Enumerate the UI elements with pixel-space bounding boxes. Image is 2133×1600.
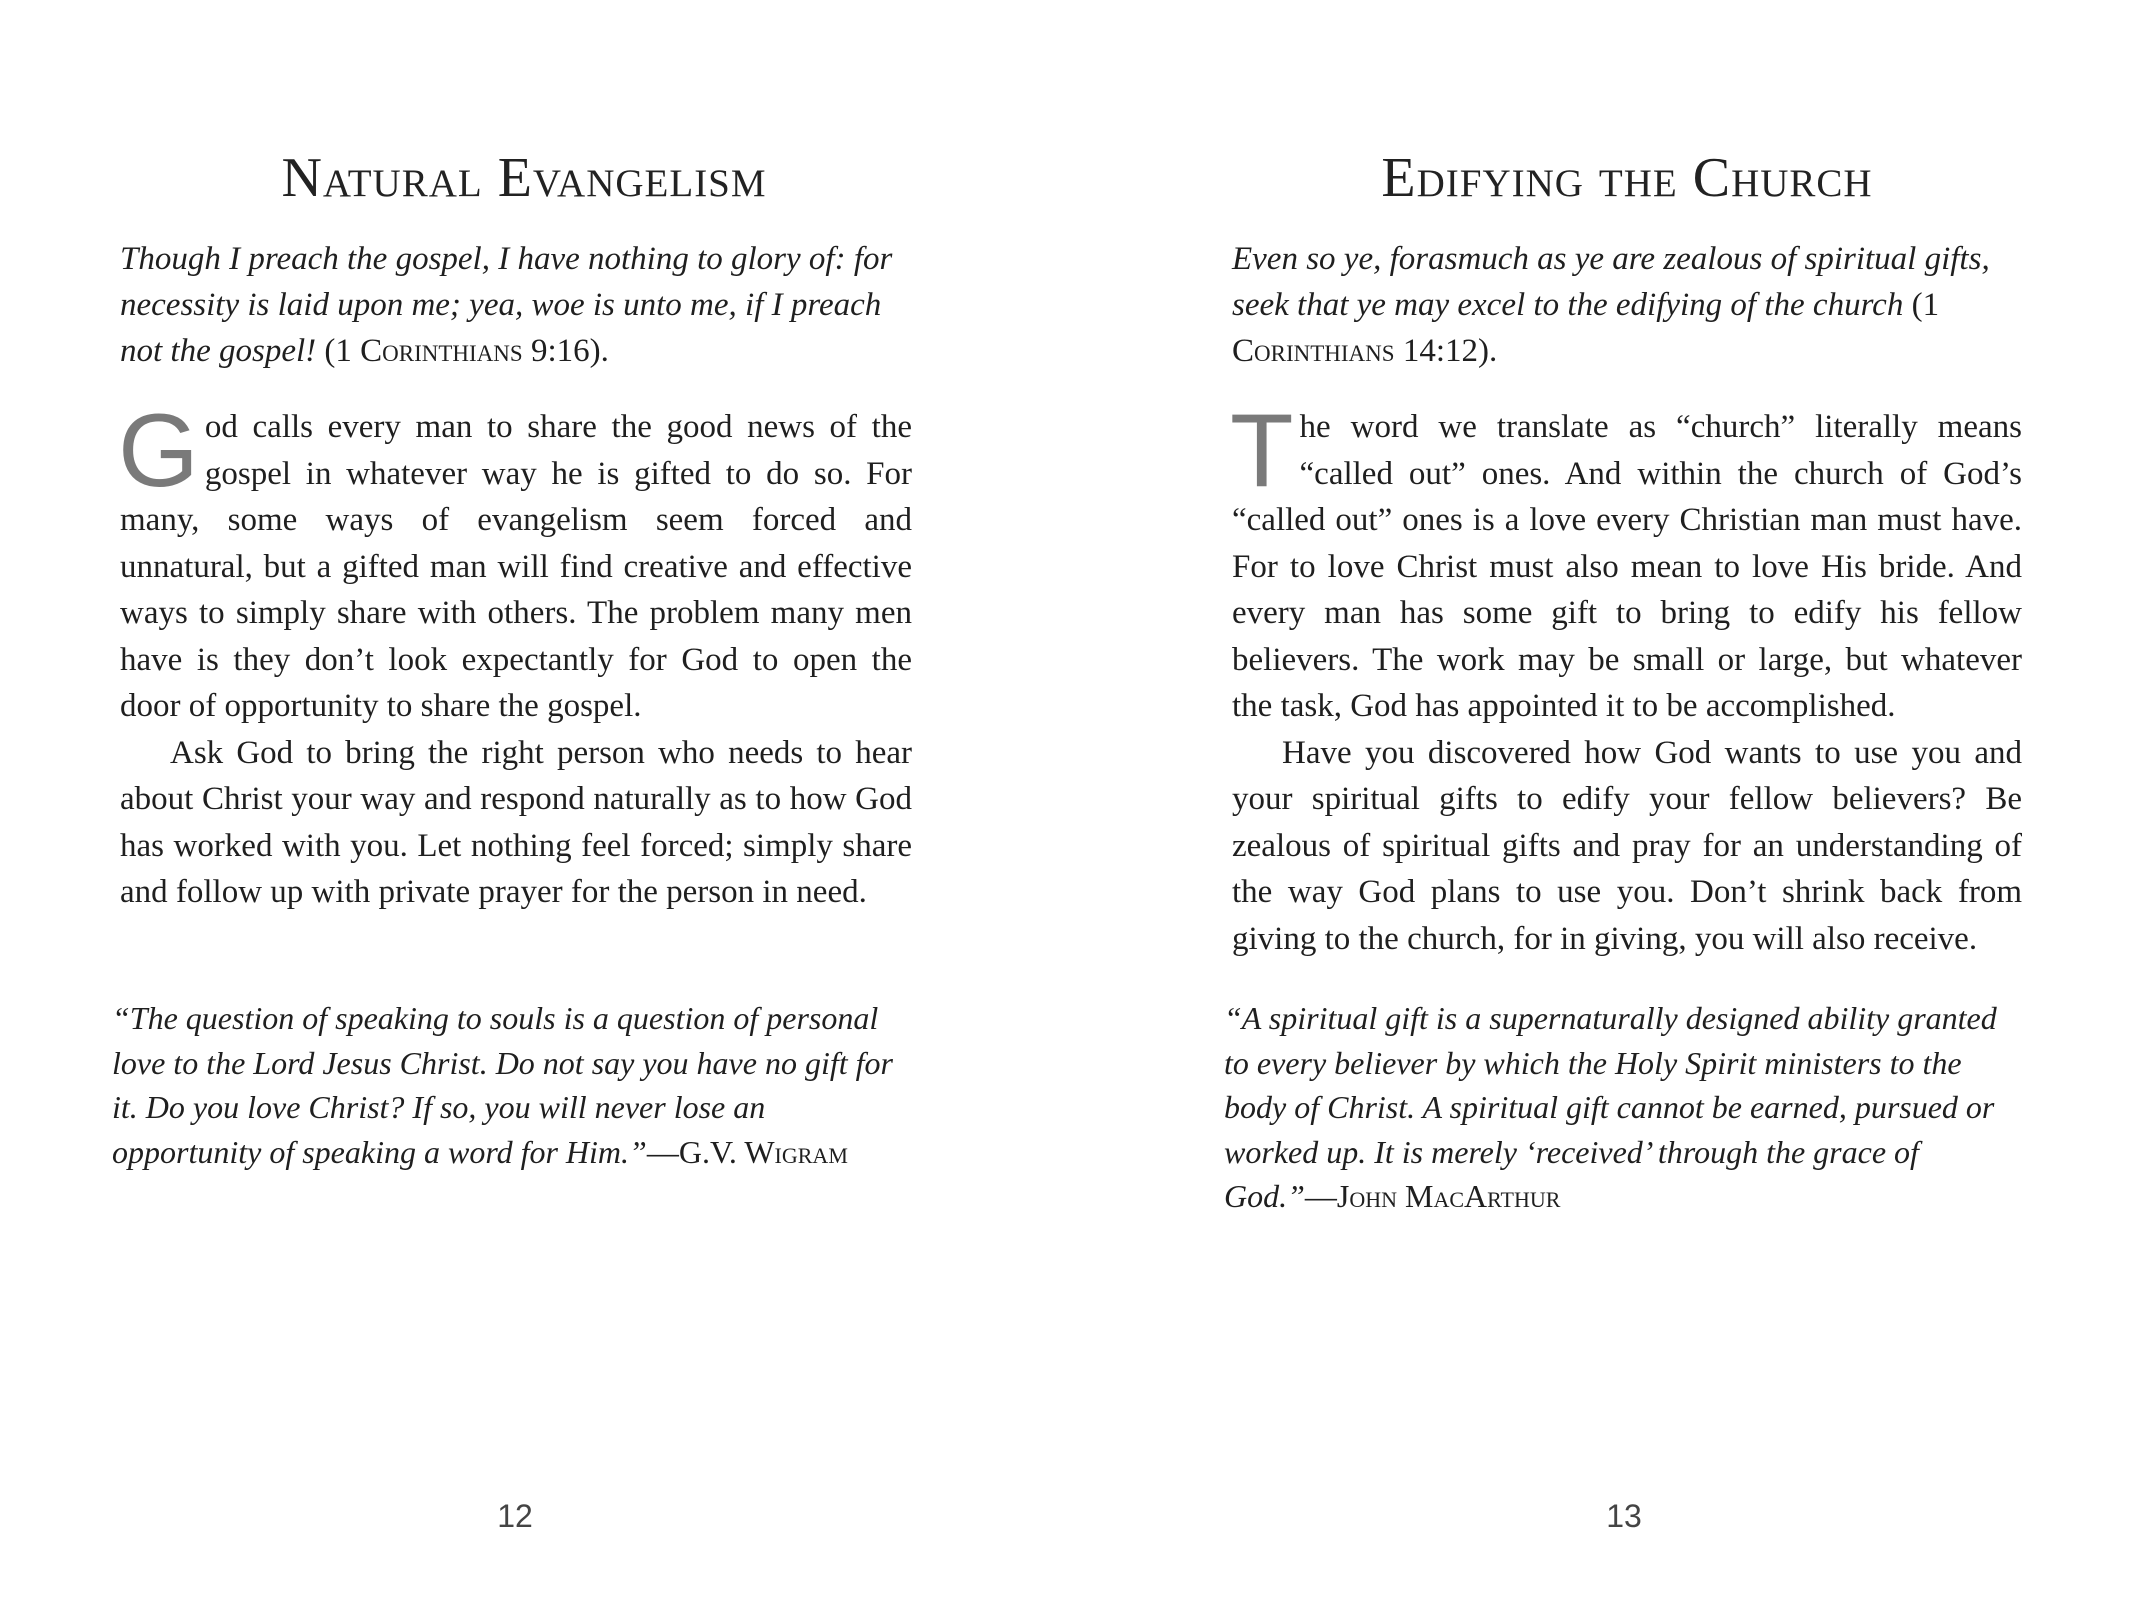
closing-quote <box>1224 996 2014 1219</box>
page-number: 12 <box>497 1498 533 1534</box>
quote-text: “A spiritual gift is a supernaturally designed ability granted to every believer by which the Holy Spirit ministers to the body of Christ. A spiritual gift cannot be earned, pursued or worked up. It is merely ‘received’ through the grace of God.” <box>1224 1000 1997 1214</box>
quote-author: —G.V. Wigram <box>646 1133 848 1170</box>
verse-text: Even so ye, forasmuch as ye are zealous of spiritual gifts, seek that ye may excel to the edifying of the church <box>1232 241 1990 323</box>
devotional-body <box>118 393 912 916</box>
page-title: Natural Evangelism <box>281 147 767 209</box>
paragraph-2: Ask God to bring the right person who needs to hear about Christ your way and respond naturally as to how God has worked with you. Let nothing feel forced; simply share and follow up with private prayer for the person in need. <box>120 734 912 910</box>
drop-cap: G <box>118 393 199 509</box>
scripture-verse <box>1232 236 2022 374</box>
paragraph-2: Have you discovered how God wants to use you and your spiritual gifts to edify your fellow believers? Be zealous of spiritual gifts and pray for an understanding of the way God plans to use you. Don’t shrink back from giving to the church, for in giving, you will also receive. <box>1232 734 2022 957</box>
quote-text: “The question of speaking to souls is a question of personal love to the Lord Jesus Christ. Do not say you have no gift for it. Do you love Christ? If so, you will never lose an opportunity of speaking a word for Him.” <box>112 1000 893 1170</box>
page-number: 13 <box>1606 1498 1642 1534</box>
right-page <box>1224 0 2022 1600</box>
quote-author: —John MacArthur <box>1304 1178 1561 1214</box>
paragraph-1: The word we translate as “church” literally means “called out” ones. And within the church of God’s “called out” ones is a love every Christian man must have. For to love Christ must also mean to love His bride. And every man has some gift to bring to edify his fellow believers. The work may be small or large, but whatever the task, God has appointed it to be accomplished. <box>1230 393 2022 724</box>
scripture-verse <box>120 236 912 374</box>
page-title: Edifying the Church <box>1381 147 1873 209</box>
devotional-body <box>1230 393 2022 962</box>
verse-reference: (1 Corinthians 14:12). <box>1232 287 1940 369</box>
left-page <box>112 0 912 1600</box>
verse-reference: (1 Corinthians 9:16). <box>316 333 609 369</box>
verse-text: Though I preach the gospel, I have nothing to glory of: for necessity is laid upon me; yea, woe is unto me, if I preach not the gospel! <box>120 241 893 369</box>
drop-cap: T <box>1230 393 1294 509</box>
closing-quote <box>112 996 904 1174</box>
paragraph-1: God calls every man to share the good news of the gospel in whatever way he is gifted to do so. For many, some ways of evangelism seem forced and unnatural, but a gifted man will find creative and effective ways to simply share with others. The problem many men have is they don’t look expectantly for God to open the door of opportunity to share the gospel. <box>118 393 912 724</box>
